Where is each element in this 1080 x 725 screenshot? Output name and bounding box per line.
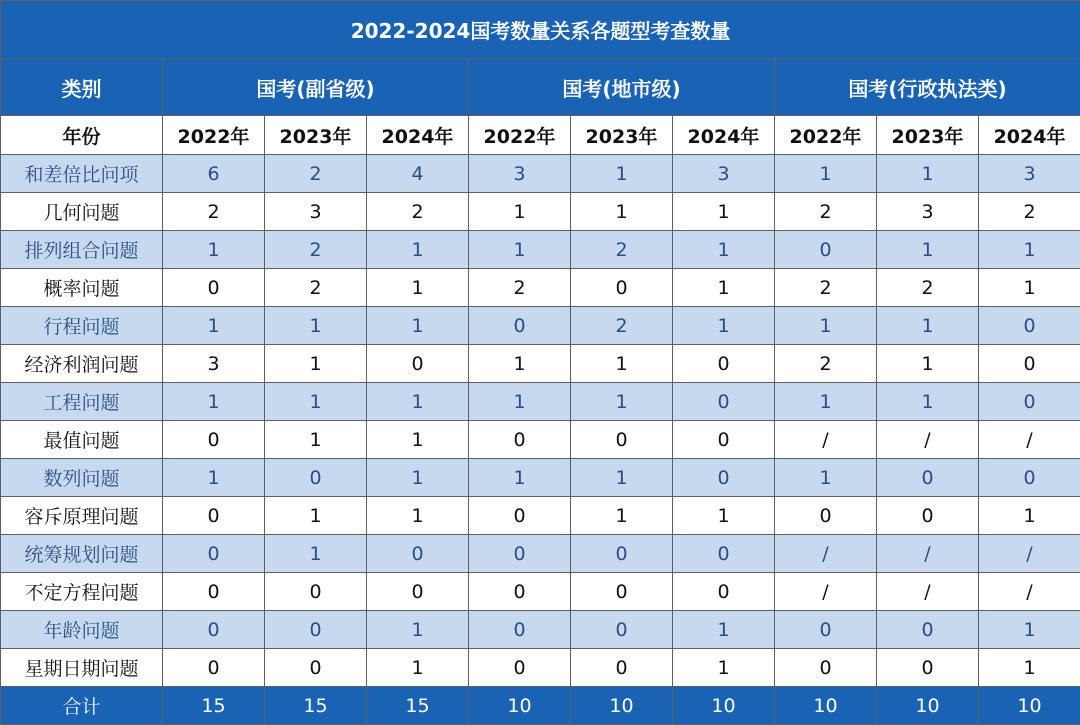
category-header: 类别 bbox=[1, 59, 163, 116]
table-cell: 0 bbox=[469, 573, 571, 611]
table-cell: 0 bbox=[163, 573, 265, 611]
year-header-label: 年份 bbox=[1, 116, 163, 155]
table-cell: 3 bbox=[877, 193, 979, 231]
table-cell: 0 bbox=[775, 611, 877, 649]
table-cell: 1 bbox=[571, 383, 673, 421]
row-label: 年龄问题 bbox=[1, 611, 163, 649]
total-cell: 10 bbox=[571, 687, 673, 725]
table-cell: 0 bbox=[469, 307, 571, 345]
table-cell: 0 bbox=[571, 269, 673, 307]
row-label: 星期日期问题 bbox=[1, 649, 163, 687]
table-cell: 2 bbox=[571, 231, 673, 269]
table-cell: / bbox=[979, 421, 1080, 459]
table-cell: 1 bbox=[265, 497, 367, 535]
year-header-row bbox=[1, 116, 1080, 155]
table-cell: 1 bbox=[775, 383, 877, 421]
group-header-administrative-enforcement: 国考(行政执法类) bbox=[775, 59, 1080, 116]
table-row bbox=[1, 231, 1080, 269]
table-cell: 1 bbox=[877, 307, 979, 345]
table-cell: 1 bbox=[673, 193, 775, 231]
table-cell: 0 bbox=[673, 573, 775, 611]
table-cell: 6 bbox=[163, 155, 265, 193]
table-cell: 0 bbox=[673, 459, 775, 497]
group-header-prefecture: 国考(地市级) bbox=[469, 59, 775, 116]
table-cell: 1 bbox=[367, 231, 469, 269]
table-cell: 0 bbox=[979, 345, 1080, 383]
table-cell: 1 bbox=[367, 383, 469, 421]
table-cell: 1 bbox=[979, 649, 1080, 687]
table-cell: 0 bbox=[367, 535, 469, 573]
table-row bbox=[1, 345, 1080, 383]
table-cell: 2 bbox=[571, 307, 673, 345]
year-header-cell: 2024年 bbox=[673, 116, 775, 155]
total-row bbox=[1, 687, 1080, 725]
table-cell: 1 bbox=[673, 269, 775, 307]
row-label: 排列组合问题 bbox=[1, 231, 163, 269]
table-cell: 0 bbox=[163, 535, 265, 573]
table-cell: 0 bbox=[877, 497, 979, 535]
table-cell: 1 bbox=[775, 459, 877, 497]
table-cell: / bbox=[877, 535, 979, 573]
table-cell: / bbox=[775, 421, 877, 459]
row-label: 行程问题 bbox=[1, 307, 163, 345]
row-label: 统筹规划问题 bbox=[1, 535, 163, 573]
table-row bbox=[1, 535, 1080, 573]
table-cell: 0 bbox=[163, 611, 265, 649]
table-cell: 1 bbox=[673, 611, 775, 649]
row-label: 经济利润问题 bbox=[1, 345, 163, 383]
row-label: 概率问题 bbox=[1, 269, 163, 307]
table-cell: 0 bbox=[367, 573, 469, 611]
table-cell: 1 bbox=[571, 459, 673, 497]
table-cell: 2 bbox=[367, 193, 469, 231]
table-cell: 1 bbox=[469, 383, 571, 421]
total-cell: 15 bbox=[265, 687, 367, 725]
table-cell: 0 bbox=[469, 497, 571, 535]
table-cell: 0 bbox=[673, 345, 775, 383]
table-cell: 0 bbox=[673, 383, 775, 421]
table-row bbox=[1, 193, 1080, 231]
table-cell: 1 bbox=[877, 155, 979, 193]
table-cell: / bbox=[877, 421, 979, 459]
table-cell: 1 bbox=[673, 649, 775, 687]
table-cell: 2 bbox=[775, 345, 877, 383]
table-cell: 0 bbox=[469, 535, 571, 573]
table-cell: 1 bbox=[163, 459, 265, 497]
total-cell: 10 bbox=[469, 687, 571, 725]
table-cell: 1 bbox=[469, 459, 571, 497]
table-cell: 0 bbox=[571, 573, 673, 611]
table-cell: 1 bbox=[979, 231, 1080, 269]
year-header-cell: 2023年 bbox=[877, 116, 979, 155]
table-cell: 0 bbox=[163, 269, 265, 307]
total-cell: 10 bbox=[775, 687, 877, 725]
table-row bbox=[1, 573, 1080, 611]
table-cell: 0 bbox=[571, 535, 673, 573]
table-cell: 1 bbox=[265, 345, 367, 383]
table-cell: 1 bbox=[673, 231, 775, 269]
table-cell: 2 bbox=[469, 269, 571, 307]
table-cell: 1 bbox=[367, 421, 469, 459]
table-cell: 0 bbox=[979, 307, 1080, 345]
total-label: 合计 bbox=[1, 687, 163, 725]
table-cell: 1 bbox=[265, 383, 367, 421]
table-cell: / bbox=[877, 573, 979, 611]
table-cell: 0 bbox=[265, 611, 367, 649]
total-cell: 10 bbox=[877, 687, 979, 725]
year-header-cell: 2022年 bbox=[163, 116, 265, 155]
table-cell: 1 bbox=[877, 231, 979, 269]
table-cell: 1 bbox=[265, 535, 367, 573]
table-cell: 1 bbox=[163, 231, 265, 269]
table-cell: / bbox=[775, 535, 877, 573]
table-cell: 1 bbox=[877, 345, 979, 383]
table-cell: 0 bbox=[265, 573, 367, 611]
table-cell: 0 bbox=[163, 649, 265, 687]
table-row bbox=[1, 611, 1080, 649]
table-cell: 1 bbox=[979, 611, 1080, 649]
table-cell: 3 bbox=[673, 155, 775, 193]
table-cell: 1 bbox=[163, 307, 265, 345]
group-header-vice-provincial: 国考(副省级) bbox=[163, 59, 469, 116]
table-cell: 0 bbox=[877, 611, 979, 649]
table-cell: 2 bbox=[163, 193, 265, 231]
year-header-cell: 2022年 bbox=[469, 116, 571, 155]
table-cell: / bbox=[979, 535, 1080, 573]
table-cell: 2 bbox=[265, 155, 367, 193]
table-row bbox=[1, 155, 1080, 193]
table-cell: 1 bbox=[571, 193, 673, 231]
row-label: 最值问题 bbox=[1, 421, 163, 459]
total-cell: 15 bbox=[367, 687, 469, 725]
table-cell: 0 bbox=[979, 383, 1080, 421]
table-cell: 1 bbox=[265, 307, 367, 345]
row-label: 数列问题 bbox=[1, 459, 163, 497]
table-cell: 0 bbox=[265, 459, 367, 497]
table-cell: 0 bbox=[571, 421, 673, 459]
table-cell: 4 bbox=[367, 155, 469, 193]
row-label: 和差倍比问项 bbox=[1, 155, 163, 193]
table-cell: 2 bbox=[775, 269, 877, 307]
table-cell: 1 bbox=[571, 497, 673, 535]
table-cell: 1 bbox=[979, 269, 1080, 307]
table-cell: 1 bbox=[367, 307, 469, 345]
table-cell: 0 bbox=[469, 611, 571, 649]
year-header-cell: 2022年 bbox=[775, 116, 877, 155]
table-cell: 0 bbox=[367, 345, 469, 383]
table-cell: 1 bbox=[367, 269, 469, 307]
row-label: 工程问题 bbox=[1, 383, 163, 421]
year-header-cell: 2024年 bbox=[367, 116, 469, 155]
table-row bbox=[1, 421, 1080, 459]
table-row bbox=[1, 649, 1080, 687]
table-row bbox=[1, 497, 1080, 535]
table-row bbox=[1, 383, 1080, 421]
table-cell: 2 bbox=[265, 231, 367, 269]
table-cell: 0 bbox=[775, 231, 877, 269]
table-cell: 0 bbox=[571, 649, 673, 687]
table-cell: 0 bbox=[877, 649, 979, 687]
table-row bbox=[1, 307, 1080, 345]
table-cell: 2 bbox=[877, 269, 979, 307]
table-cell: 0 bbox=[469, 649, 571, 687]
table-cell: 0 bbox=[775, 497, 877, 535]
table-cell: 1 bbox=[673, 307, 775, 345]
table-cell: 0 bbox=[979, 459, 1080, 497]
table-cell: 0 bbox=[163, 497, 265, 535]
table-cell: 2 bbox=[979, 193, 1080, 231]
title-row bbox=[1, 1, 1080, 59]
table-cell: 0 bbox=[877, 459, 979, 497]
table-cell: 1 bbox=[571, 345, 673, 383]
table-cell: 3 bbox=[469, 155, 571, 193]
table-row bbox=[1, 269, 1080, 307]
year-header-cell: 2023年 bbox=[571, 116, 673, 155]
table-row bbox=[1, 459, 1080, 497]
table-title: 2022-2024国考数量关系各题型考查数量 bbox=[1, 1, 1080, 59]
total-cell: 15 bbox=[163, 687, 265, 725]
table-cell: 0 bbox=[265, 649, 367, 687]
year-header-cell: 2023年 bbox=[265, 116, 367, 155]
table-cell: 1 bbox=[367, 649, 469, 687]
table-cell: 1 bbox=[265, 421, 367, 459]
table-cell: 1 bbox=[979, 497, 1080, 535]
table-cell: 1 bbox=[571, 155, 673, 193]
table-cell: 1 bbox=[673, 497, 775, 535]
table-cell: 1 bbox=[877, 383, 979, 421]
total-cell: 10 bbox=[673, 687, 775, 725]
table-cell: 1 bbox=[367, 497, 469, 535]
table-cell: / bbox=[775, 573, 877, 611]
table-cell: 0 bbox=[163, 421, 265, 459]
table-cell: 0 bbox=[673, 535, 775, 573]
table-cell: 1 bbox=[775, 307, 877, 345]
table-cell: 3 bbox=[979, 155, 1080, 193]
row-label: 容斥原理问题 bbox=[1, 497, 163, 535]
table-cell: 1 bbox=[775, 155, 877, 193]
table-cell: / bbox=[979, 573, 1080, 611]
table-cell: 1 bbox=[469, 231, 571, 269]
total-cell: 10 bbox=[979, 687, 1080, 725]
table-cell: 1 bbox=[163, 383, 265, 421]
table-cell: 1 bbox=[469, 193, 571, 231]
table-cell: 0 bbox=[775, 649, 877, 687]
table-cell: 2 bbox=[775, 193, 877, 231]
table-cell: 0 bbox=[673, 421, 775, 459]
year-header-cell: 2024年 bbox=[979, 116, 1080, 155]
table-cell: 3 bbox=[163, 345, 265, 383]
table-cell: 1 bbox=[367, 459, 469, 497]
row-label: 几何问题 bbox=[1, 193, 163, 231]
table-cell: 0 bbox=[571, 611, 673, 649]
group-header-row bbox=[1, 59, 1080, 116]
table-cell: 1 bbox=[469, 345, 571, 383]
table-cell: 0 bbox=[469, 421, 571, 459]
table-cell: 3 bbox=[265, 193, 367, 231]
row-label: 不定方程问题 bbox=[1, 573, 163, 611]
table-cell: 1 bbox=[367, 611, 469, 649]
table-cell: 2 bbox=[265, 269, 367, 307]
